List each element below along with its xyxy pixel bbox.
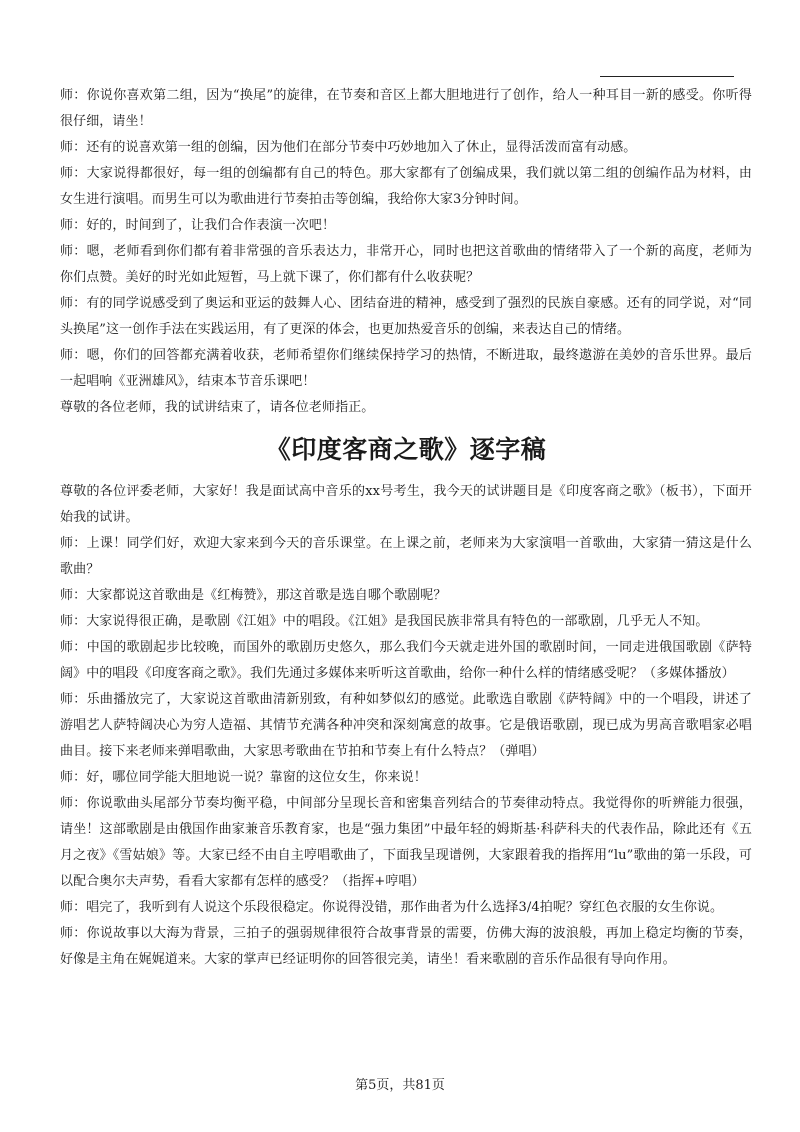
paragraph: 师：中国的歌剧起步比较晚，而国外的歌剧历史悠久，那么我们今天就走进外国的歌剧时间，一同走进俄国歌剧《萨特阔》中的唱段《印度客商之歌》。我们先通过多媒体来听听这首歌曲，给你一种什么样的情绪感受呢？（多媒体播放） [60, 640, 752, 681]
paragraph: 师：嗯，老师看到你们都有着非常强的音乐表达力，非常开心，同时也把这首歌曲的情绪带入了一个新的高度，老师为你们点赞。美好的时光如此短暂，马上就下课了，你们都有什么收获呢？ [60, 244, 752, 285]
paragraph: 师：好的，时间到了，让我们合作表演一次吧！ [60, 218, 336, 233]
paragraph: 师：你说歌曲头尾部分节奏均衡平稳，中间部分呈现长音和密集音列结合的节奏律动特点。我觉得你的听辨能力很强，请坐！这部歌剧是由俄国作曲家兼音乐教育家，也是“强力集团”中最年轻的姆斯基·科萨科夫的代表作品，除此还有《五月之夜》《雪姑娘》等。大家已经不由自主哼唱歌曲了，下面我呈现谱例，大家跟着我的指挥用“lu”歌曲的第一乐段，可以配合奥尔夫声势，看看大家都有怎样的感受？（指挥+哼唱） [60, 796, 752, 889]
section-title: 《印度客商之歌》逐字稿 [265, 435, 547, 464]
page-number: 第5页，共81页 [355, 1078, 445, 1093]
paragraph: 师：还有的说喜欢第一组的创编，因为他们在部分节奏中巧妙地加入了休止，显得活泼而富有动感。 [60, 140, 637, 155]
paragraph: 尊敬的各位老师，我的试讲结束了，请各位老师指正。 [60, 400, 375, 415]
header-rule [600, 76, 734, 77]
paragraph: 师：大家都说这首歌曲是《红梅赞》，那这首歌是选自哪个歌剧呢？ [60, 588, 447, 603]
paragraph: 师：嗯，你们的回答都充满着收获，老师希望你们继续保持学习的热情，不断进取，最终遨游在美妙的音乐世界。最后一起唱响《亚洲雄风》，结束本节音乐课吧！ [60, 348, 752, 389]
paragraph: 师：你说故事以大海为背景，三拍子的强弱规律很符合故事背景的需要，仿佛大海的波浪般，再加上稳定均衡的节奏，好像是主角在娓娓道来。大家的掌声已经证明你的回答很完美，请坐！看来歌剧的音乐作品很有导向作用。 [60, 926, 752, 967]
paragraph: 师：好，哪位同学能大胆地说一说？靠窗的这位女生，你来说！ [60, 770, 427, 785]
paragraph: 师：唱完了，我听到有人说这个乐段很稳定。你说得没错，那作曲者为什么选择3/4拍呢？穿红色衣服的女生你说。 [60, 900, 724, 915]
paragraph: 师：你说你喜欢第二组，因为“换尾”的旋律，在节奏和音区上都大胆地进行了创作，给人一种耳目一新的感受。你听得很仔细，请坐！ [60, 88, 752, 129]
paragraph: 师：有的同学说感受到了奥运和亚运的鼓舞人心、团结奋进的精神，感受到了强烈的民族自豪感。还有的同学说，对“同头换尾”这一创作手法在实践运用，有了更深的体会，也更加热爱音乐的创编，来表达自己的情绪。 [60, 296, 752, 337]
content-body [60, 83, 752, 973]
paragraph: 师：上课！同学们好，欢迎大家来到今天的音乐课堂。在上课之前，老师来为大家演唱一首歌曲，大家猜一猜这是什么歌曲？ [60, 536, 752, 577]
paragraph: 师：大家说得都很好，每一组的创编都有自己的特色。那大家都有了创编成果，我们就以第二组的创编作品为材料，由女生进行演唱。而男生可以为歌曲进行节奏拍击等创编，我给你大家3分钟时间。 [60, 166, 752, 207]
paragraph: 尊敬的各位评委老师，大家好！我是面试高中音乐的xx号考生，我今天的试讲题目是《印度客商之歌》（板书），下面开始我的试讲。 [60, 484, 752, 525]
paragraph: 师：大家说得很正确，是歌剧《江姐》中的唱段。《江姐》是我国民族非常具有特色的一部歌剧，几乎无人不知。 [60, 614, 709, 629]
paragraph: 师：乐曲播放完了，大家说这首歌曲清新别致，有种如梦似幻的感觉。此歌选自歌剧《萨特阔》中的一个唱段，讲述了游唱艺人萨特阔决心为穷人造福、其情节充满各种冲突和深刻寓意的故事。它是俄语歌剧，现已成为男高音歌唱家必唱曲目。接下来老师来弹唱歌曲，大家思考歌曲在节拍和节奏上有什么特点？（弹唱） [60, 692, 752, 759]
